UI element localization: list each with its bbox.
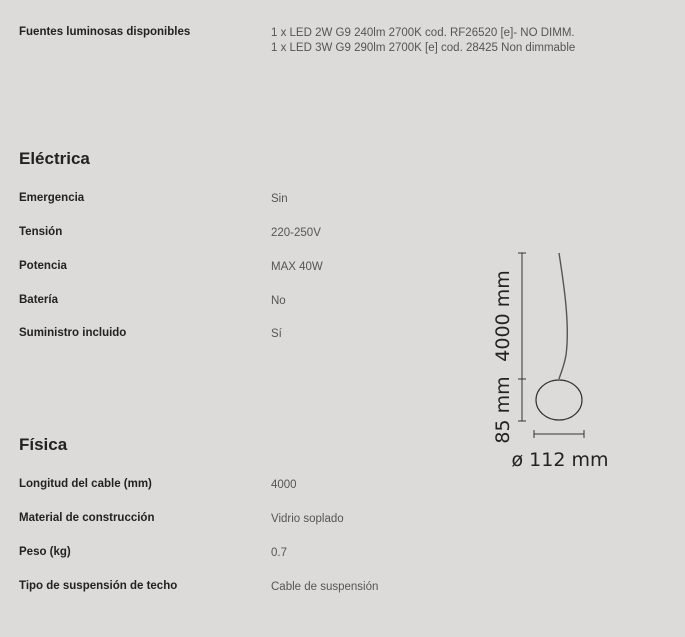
diameter-label: ø 112 mm	[511, 449, 609, 471]
spec-value: Sin	[271, 193, 288, 205]
section-heading-electrica: Eléctrica	[19, 149, 90, 168]
spec-label: Potencia	[19, 260, 67, 272]
spec-value: Vidrio soplado	[271, 513, 344, 525]
spec-label: Tipo de suspensión de techo	[19, 580, 178, 592]
spec-label: Batería	[19, 294, 58, 306]
spec-value: 4000	[271, 479, 297, 491]
spec-label: Longitud del cable (mm)	[19, 478, 152, 490]
spec-value: Cable de suspensión	[271, 581, 379, 593]
height-label: 85 mm	[492, 376, 514, 444]
spec-label: Tensión	[19, 226, 63, 238]
light-source-option: 1 x LED 2W G9 240lm 2700K cod. RF26520 [e]- NO DIMM.	[271, 27, 575, 39]
spec-label: Material de construcción	[19, 512, 155, 524]
suspension-cable	[559, 253, 567, 379]
spec-label: Peso (kg)	[19, 546, 71, 558]
spec-value: 220-250V	[271, 227, 321, 239]
light-sources-values	[271, 26, 575, 56]
spec-value: MAX 40W	[271, 261, 323, 273]
light-source-option: 1 x LED 3W G9 290lm 2700K [e] cod. 28425 Non dimmable	[271, 42, 576, 54]
spec-label: Suministro incluido	[19, 327, 127, 339]
spec-value: Sí	[271, 328, 282, 340]
spec-label: Emergencia	[19, 192, 85, 204]
cable-length-label: 4000 mm	[492, 270, 514, 362]
pendant-lamp-dimension-drawing	[480, 245, 630, 475]
spec-value: 0.7	[271, 547, 287, 559]
glass-shade	[536, 380, 582, 420]
light-sources-label: Fuentes luminosas disponibles	[19, 26, 191, 38]
section-heading-fisica: Física	[19, 435, 68, 454]
spec-value: No	[271, 295, 286, 307]
